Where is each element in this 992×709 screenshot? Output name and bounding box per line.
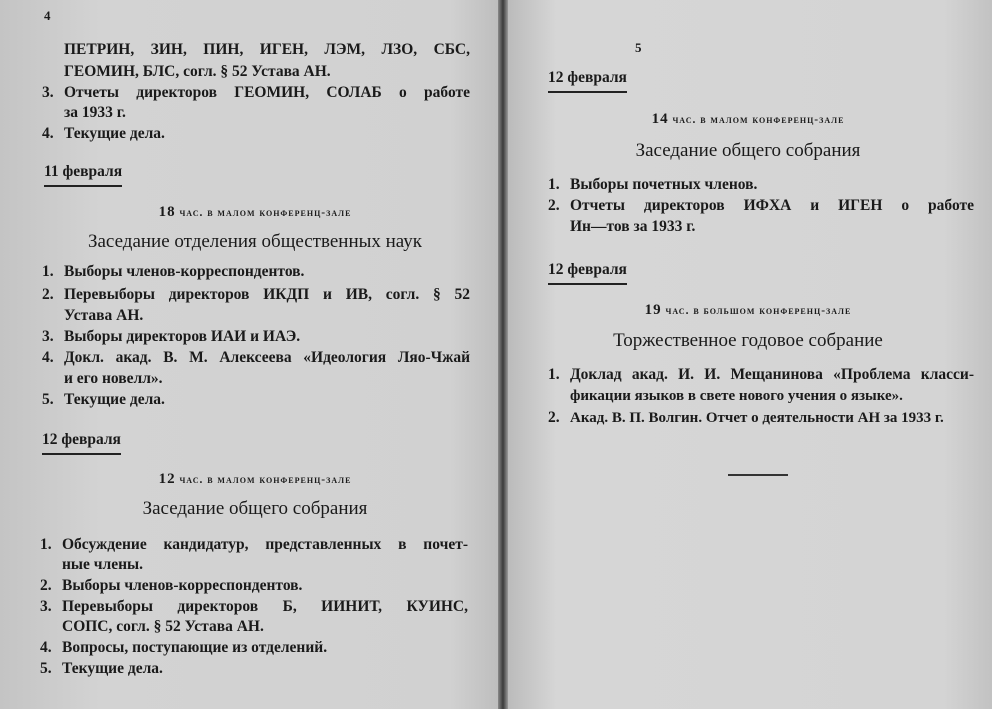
text-line: Выборы директоров ИАИ и ИАЭ.: [64, 328, 301, 345]
session-time: [60, 203, 450, 222]
date-heading: 12 февраля: [548, 68, 627, 93]
time-location: час. в малом конференц-зале: [672, 114, 845, 126]
item-number: 5.: [40, 660, 52, 677]
text-line: Перевыборы директоров Б, ИИНИТ, КУИНС,: [62, 598, 468, 615]
time-hour: 14: [651, 111, 669, 127]
text-line: Устава АН.: [64, 307, 144, 324]
text-line: ные члены.: [62, 556, 144, 573]
text-line: Выборы членов-корреспондентов.: [64, 263, 305, 280]
time-location: час. в малом конференц-зале: [179, 207, 352, 219]
session-heading: Заседание общего собрания: [142, 498, 368, 519]
date-heading: 12 февраля: [42, 430, 121, 455]
text-line: Вопросы, поступающие из отделений.: [62, 639, 328, 656]
time-hour: 12: [158, 471, 176, 487]
item-number: 1.: [40, 536, 52, 553]
item-number: 2.: [548, 409, 560, 426]
item-number: 2.: [42, 286, 54, 303]
text-line: и его новелл».: [64, 370, 163, 387]
page-number: 5: [635, 40, 642, 55]
item-number: 3.: [40, 598, 52, 615]
session-heading: Торжественное годовое собрание: [613, 330, 883, 351]
text-line: Отчеты директоров ИФХА и ИГЕН о работе: [570, 197, 974, 214]
text-line: ПЕТРИН, ЗИН, ПИН, ИГЕН, ЛЭМ, ЛЗО, СБС,: [64, 41, 470, 58]
page-number: 4: [44, 8, 51, 23]
time-location: час. в малом конференц-зале: [179, 474, 352, 486]
right-page: [508, 0, 992, 709]
text-line: Докл. акад. В. М. Алексеева «Идеология Ляо-Чжай: [64, 349, 470, 366]
text-line: Выборы почетных членов.: [570, 176, 758, 193]
item-number: 4.: [40, 639, 52, 656]
session-heading: Заседание отделения общественных наук: [87, 231, 422, 252]
session-time: [538, 301, 958, 320]
item-number: 3.: [42, 84, 54, 101]
text-line: Текущие дела.: [62, 660, 163, 677]
text-line: Выборы членов-корреспондентов.: [62, 577, 303, 594]
session-time: [60, 470, 450, 489]
text-line: Перевыборы директоров ИКДП и ИВ, согл. § 52: [64, 286, 470, 303]
time-hour: 18: [158, 204, 176, 220]
session-heading: Заседание общего собрания: [635, 140, 861, 161]
item-number: 5.: [42, 391, 54, 408]
time-location: час. в большом конференц-зале: [665, 305, 852, 317]
item-number: 4.: [42, 349, 54, 366]
item-number: 1.: [42, 263, 54, 280]
text-line: ГЕОМИН, БЛС, согл. § 52 Устава АН.: [64, 63, 331, 80]
item-number: 4.: [42, 125, 54, 142]
text-line: Текущие дела.: [64, 125, 165, 142]
book-gutter: [498, 0, 508, 709]
text-line: Текущие дела.: [64, 391, 165, 408]
item-number: 2.: [40, 577, 52, 594]
item-number: 1.: [548, 366, 560, 383]
item-number: 3.: [42, 328, 54, 345]
text-line: фикации языков в свете нового учения о языке».: [570, 388, 903, 404]
item-number: 2.: [548, 197, 560, 214]
text-line: Акад. В. П. Волгин. Отчет о деятельности АН за 1933 г.: [570, 410, 944, 426]
text-line: Обсуждение кандидатур, представленных в почет-: [62, 536, 468, 553]
date-heading: 11 февраля: [44, 162, 122, 187]
text-line: за 1933 г.: [64, 104, 126, 121]
text-line: Доклад акад. И. И. Мещанинова «Проблема класси-: [570, 366, 974, 383]
end-rule: [728, 474, 788, 476]
text-line: Отчеты директоров ГЕОМИН, СОЛАБ о работе: [64, 84, 470, 101]
text-line: СОПС, согл. § 52 Устава АН.: [62, 618, 264, 635]
time-hour: 19: [644, 302, 662, 318]
session-time: [538, 110, 958, 129]
date-heading: 12 февраля: [548, 260, 627, 285]
text-line: Ин—тов за 1933 г.: [570, 218, 696, 235]
item-number: 1.: [548, 176, 560, 193]
